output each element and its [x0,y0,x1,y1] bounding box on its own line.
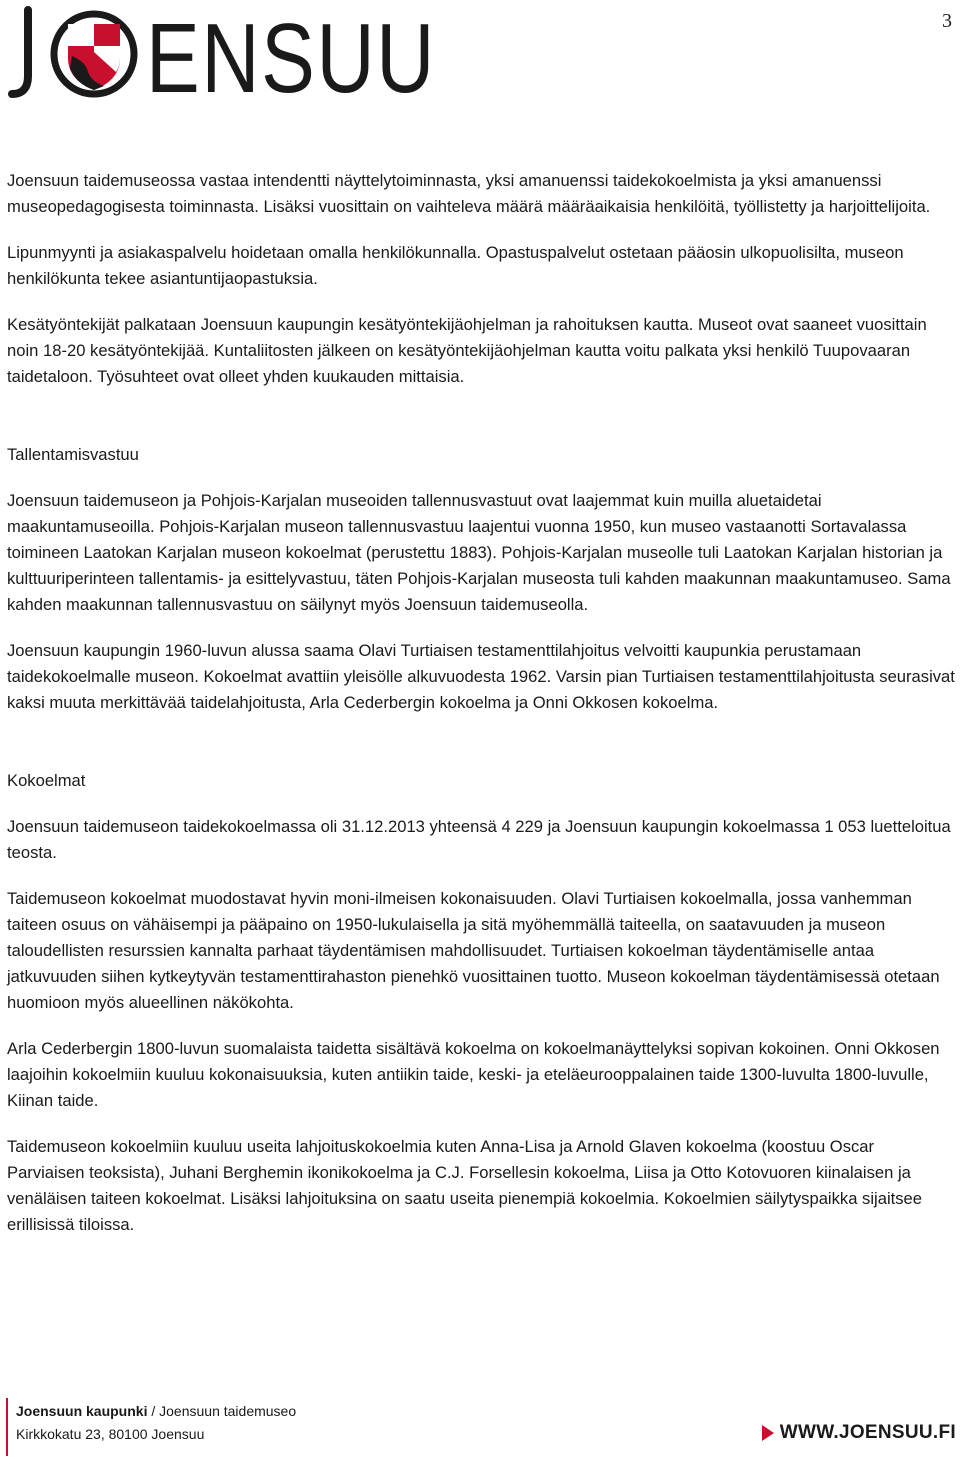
paragraph: Joensuun kaupungin 1960-luvun alussa saama Olavi Turtiaisen testamenttilahjoitus velvoitti kaupunkia perustamaan taidekokoelmalle museon. Kokoelmat avattiin yleisölle alkuvuodesta 1962. Varsin pian Turtiaisen testamenttilahjoitusta seurasivat kaksi muuta merkittävää taidelahjoitusta, Arla Cederbergin kokoelma ja Onni Okkosen kokoelma. [7,641,955,712]
footer-unit-name: Joensuun taidemuseo [159,1403,297,1419]
spacer [7,292,955,312]
coat-of-arms-icon [68,24,120,90]
spacer [7,390,955,442]
footer-accent-rule [6,1398,8,1456]
paragraph: Lipunmyynti ja asiakaspalvelu hoidetaan omalla henkilökunnalla. Opastuspalvelut ostetaan pääosin ulkopuolisilta, museon henkilökunta tekee asiantuntijaopastuksia. [7,243,904,288]
spacer [7,220,955,240]
paragraph: Arla Cederbergin 1800-luvun suomalaista taidetta sisältävä kokoelma on kokoelmanäyttelyksi sopivan kokoinen. Onni Okkosen laajoihin kokoelmiin kuuluu kokonaisuuksia, kuten antiikin taide, keski- ja eteläeurooppalainen taide 1300-luvulta 1800-luvulle, Kiinan taide. [7,1039,940,1110]
arrow-right-icon [762,1425,774,1441]
document-body [7,168,955,1238]
section-heading: Tallentamisvastuu [7,445,139,464]
paragraph: Kesätyöntekijät palkataan Joensuun kaupungin kesätyöntekijäohjelman ja rahoituksen kautta. Museot ovat saaneet vuosittain noin 18-20 kesätyöntekijää. Kuntaliitosten jälkeen on kesätyöntekijäohjelman kautta voitu palkata yksi henkilö Tuupovaaran taidetaloon. Työsuhteet ovat olleet yhden kuukauden mittaisia. [7,315,927,386]
paragraph: Joensuun taidemuseon taidekokoelmassa oli 31.12.2013 yhteensä 4 229 ja Joensuun kaupungin kokoelmassa 1 053 luetteloitua teosta. [7,817,951,862]
footer-separator: / [147,1403,160,1419]
spacer [7,716,955,768]
spacer [7,468,955,488]
spacer [7,1114,955,1134]
paragraph: Joensuun taidemuseossa vastaa intendentti näyttelytoiminnasta, yksi amanuenssi taidekokoelmista ja yksi amanuenssi museopedagogisesta toiminnasta. Lisäksi vuosittain on vaihteleva määrä määräaikaisia henkilöitä, työllistetty ja harjoittelijoita. [7,171,931,216]
footer-address: Kirkkokatu 23, 80100 Joensuu [16,1426,205,1442]
joensuu-logo [6,3,446,113]
spacer [7,1016,955,1036]
footer-org-name: Joensuun kaupunki [16,1403,148,1419]
website-link[interactable]: WWW.JOENSUU.FI [779,1422,956,1443]
paragraph: Joensuun taidemuseon ja Pohjois-Karjalan museoiden tallennusvastuut ovat laajemmat kuin muilla aluetaidetai maakuntamuseoilla. Pohjois-Karjalan museon tallennusvastuu laajentui vuonna 1950, kun museo vastaanotti Sortavalassa toimineen Laatokan Karjalan museon kokoelmat (perustettu 1883). Pohjois-Karjalan museolle tuli Laatokan Karjalan historian ja kulttuuriperinteen tallentamis- ja esittelyvastuu, täten Pohjois-Karjalan museosta tuli kahden maakunnan maakuntamuseo. Sama kahden maakunnan tallennusvastuu on säilynyt myös Joensuun taidemuseolla. [7,491,951,614]
svg-text:ENSUU: ENSUU [146,3,436,113]
page-number: 3 [942,10,952,32]
paragraph: Taidemuseon kokoelmat muodostavat hyvin moni-ilmeisen kokonaisuuden. Olavi Turtiaisen kokoelmalla, jossa vanhemman taiteen osuus on vähäisempi ja pääpaino on 1950-lukulaisella ja sitä myöhemmällä taiteella, on saatavuuden ja museon taloudellisten resurssien kannalta parhaat täydentämisen mahdollisuudet. Turtiaisen kokoelman täydentämiselle antaa jatkuvuuden siihen kytkeytyvän testamenttirahaston pienehkö vuosittainen tuotto. Museon kokoelman täydentämisessä otetaan huomioon myös alueellinen näkökohta. [7,889,940,1012]
paragraph: Taidemuseon kokoelmiin kuuluu useita lahjoituskokoelmia kuten Anna-Lisa ja Arnold Glaven kokoelma (koostuu Oscar Parviaisen teoksista), Juhani Berghemin ikonikokoelma ja C.J. Forsellesin kokoelma, Liisa ja Otto Kotovuoren kiinalaisen ja venäläisen taiteen kokoelmat. Lisäksi lahjoituksina on saatu useita pienempiä kokoelmia. Kokoelmien säilytyspaikka sijaitsee erillisissä tiloissa. [7,1137,922,1234]
spacer [7,618,955,638]
section-heading: Kokoelmat [7,771,86,790]
spacer [7,794,955,814]
footer [0,1392,960,1464]
footer-organization [16,1403,296,1419]
spacer [7,866,955,886]
footer-website[interactable] [762,1422,956,1444]
